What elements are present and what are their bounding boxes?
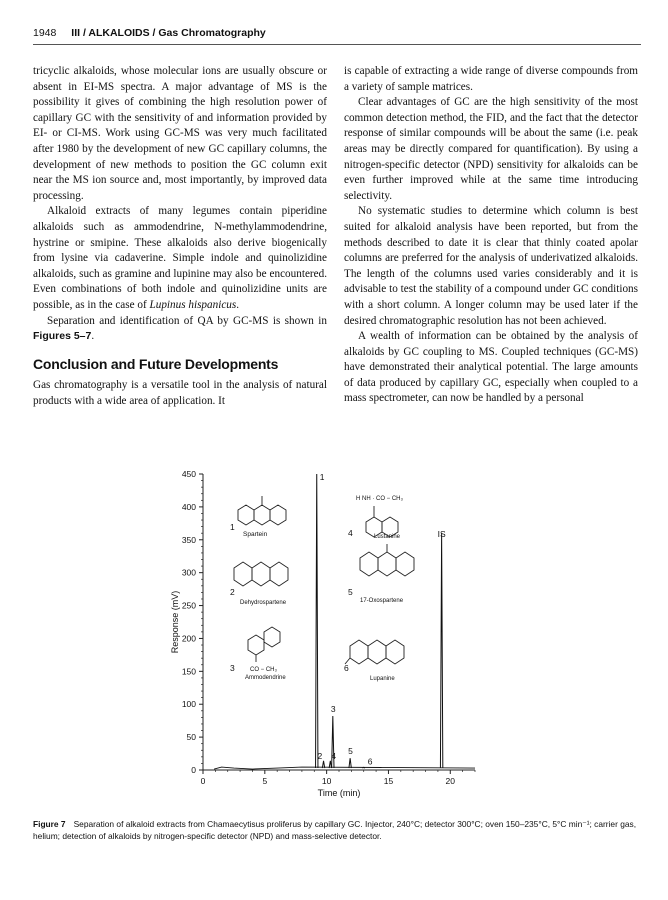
- peak-label: 6: [367, 756, 373, 767]
- structure-number: 5: [348, 587, 353, 597]
- peak: [440, 533, 442, 768]
- structure-lupanine: [345, 640, 404, 664]
- figure-caption: [33, 818, 641, 842]
- y-tick-label: 350: [181, 534, 196, 545]
- peak-label: 1: [319, 472, 325, 482]
- structure-substituent: CO − CH₃: [250, 667, 277, 673]
- paragraph: Gas chromatography is a versatile tool in the analysis of natural products with a wide area of application. It: [33, 379, 327, 407]
- y-tick-label: 450: [181, 469, 196, 479]
- left-column: [33, 64, 327, 409]
- structure-name: Dehydrospartene: [240, 600, 287, 606]
- structure-name: Ammodendrine: [245, 675, 286, 681]
- x-tick-label: 5: [262, 776, 268, 786]
- structure-number: 3: [230, 663, 235, 673]
- peak: [316, 474, 318, 768]
- structure-lustanine: [366, 506, 398, 537]
- paragraph: is capable of extracting a wide range of diverse compounds from a variety of sample matrices.: [344, 65, 638, 93]
- y-tick-label: 150: [181, 666, 196, 677]
- structure-name: Lustanine: [374, 534, 401, 540]
- x-tick-label: 0: [200, 776, 206, 786]
- caption-text: Separation of alkaloid extracts from Chamaecytisus proliferus by capillary GC. Injector, 240°C; detector 300°C; oven 150–235°C, 5°C min⁻¹; carrier gas, helium; detection of alkaloids by nitrogen-specific detector (NPD) and mass-selective detector.: [33, 819, 637, 841]
- paragraph: Separation and identification of QA by GC-MS is shown in Figures 5–7.: [33, 314, 327, 343]
- structure-substituent: H NH · CO − CH₃: [356, 496, 403, 502]
- chromatogram-figure: [170, 464, 500, 812]
- structure-number: 2: [230, 587, 235, 597]
- caption-label: Figure 7: [33, 819, 66, 829]
- structure-number: 6: [344, 663, 349, 673]
- structure-oxospartene: [360, 544, 414, 576]
- paragraph: Alkaloid extracts of many legumes contain piperidine alkaloids such as ammodendrine, N-methylammodendrine, hystrine or smipine. These alkaloids also derive biogenically from lysine via cadaverine. Simple indole and quinolizidine alkaloids, such as gramine and lupinine may also be encountered. Even combinations of both indole and quinolizidine units are possible, as in the case of Lupinus hispanicus.: [33, 205, 327, 311]
- page-number: 1948: [33, 27, 57, 39]
- section-heading: Conclusion and Future Developments: [33, 355, 279, 372]
- y-tick-label: 200: [181, 633, 196, 644]
- running-header: [33, 27, 641, 39]
- header-rule: [33, 44, 641, 45]
- y-tick-label: 300: [181, 567, 196, 578]
- paragraph: Clear advantages of GC are the high sensitivity of the most common detection method, the FID, and the fact that the detector response of similar compounds will be about the same (i.e. peak areas may be directly compared for quantification). By using a nitrogen-specific detector (NPD) sensitivity for alkaloids can be even further improved while at the same time introducing selectivity.: [344, 96, 638, 202]
- y-tick-label: 400: [181, 501, 196, 512]
- structure-name: Lupanine: [370, 676, 395, 682]
- y-tick-label: 0: [191, 765, 196, 775]
- peak-label: 4: [331, 750, 337, 761]
- y-axis-label: Response (mV): [170, 590, 180, 654]
- x-axis-label: Time (min): [317, 788, 361, 798]
- x-tick-label: 20: [445, 776, 456, 786]
- paragraph: No systematic studies to determine which column is best suited for alkaloid analysis have been reported, but from the methods described to date it is clear that thinly coated apolar columns are preferred for the analysis of underivatized alkaloids. The length of the columns used varies considerably and it is advisable to test the stability of a compound under GC conditions with a short column. A longer column may be used later if the desired chromatographic resolution has not been achieved.: [344, 205, 638, 327]
- peak-label: 5: [348, 746, 353, 757]
- structure-name: Spartein: [243, 531, 268, 538]
- species-name: Lupinus hispanicus: [149, 298, 237, 311]
- y-tick-label: 100: [181, 699, 196, 710]
- x-tick-label: 10: [321, 776, 332, 786]
- structure-dehydrospartene: [234, 562, 288, 586]
- x-tick-label: 15: [383, 776, 394, 786]
- peak-label: 2: [317, 750, 323, 761]
- structure-ammodendrine: [248, 627, 280, 662]
- y-tick-label: 250: [181, 600, 196, 611]
- chromatogram-baseline: [214, 767, 475, 769]
- peak-label: 3: [330, 704, 336, 715]
- chromatogram-chart: [170, 464, 500, 812]
- peak: [363, 767, 365, 768]
- y-tick-label: 50: [186, 732, 196, 743]
- running-title: III / ALKALOIDS / Gas Chromatography: [71, 27, 266, 39]
- paragraph: tricyclic alkaloids, whose molecular ions are usually obscure or absent in EI-MS spectra. A major advantage of MS is the possibility it gives of combining the high resolution power of capillary GC with the sensitivity of and information provided by EI- or CI-MS. Work using GC-MS was very much facilitated after 1980 by the development of new GC capillary columns, the development of new methods to position the GC column exit near the MS ion source and, most importantly, by improved data processing.: [33, 65, 327, 202]
- figure-reference[interactable]: Figures 5–7: [33, 330, 92, 343]
- structure-number: 4: [348, 528, 353, 538]
- structure-name: 17-Oxospartene: [360, 598, 404, 604]
- structure-spartein: [238, 496, 286, 525]
- peak-label: IS: [437, 529, 446, 540]
- peak: [349, 758, 351, 768]
- paragraph: A wealth of information can be obtained by the analysis of alkaloids by GC coupling to MS. Coupled techniques (GC-MS) have demonstrated their analytical potential. The large amounts of data produced by capillary GC, especially when coupled to a mass spectrometer, can now be handled by a personal: [344, 330, 638, 405]
- structure-number: 1: [230, 522, 235, 532]
- right-column: [344, 64, 638, 407]
